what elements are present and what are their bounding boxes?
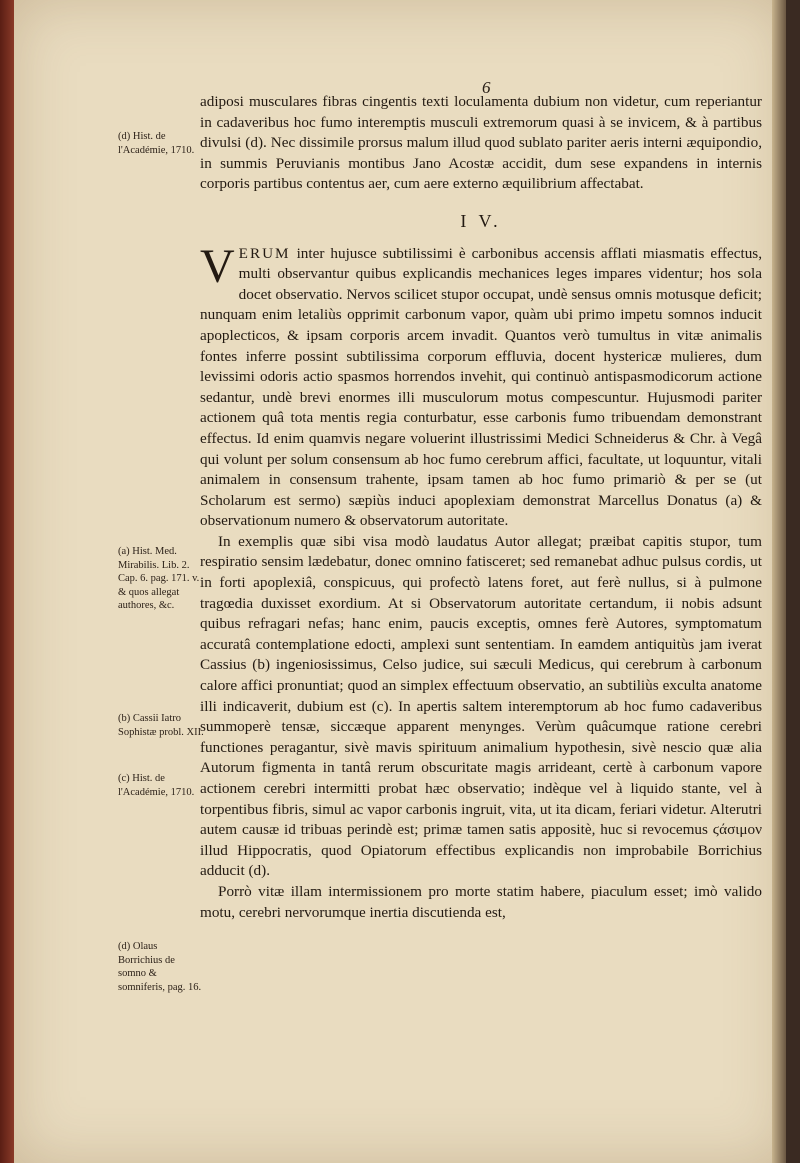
page-number: 6 <box>482 78 491 97</box>
book-spine <box>0 0 14 1163</box>
margin-note-d-2: (d) Olaus Borrichius de somno & somniferis, pag. 16. <box>118 941 202 993</box>
paragraph-opening: adiposi musculares fibras cingentis texti loculamenta dubium non videtur, cum reperiantur in cadaveribus hoc fumo interemptis musculi extremorum quasi à se invicem, & à partibus divulsi (d). Nec dissimile prorsus malum illud quod sublato pariter aeris interni æquipondio, in summis Peruvianis montibus Jano Acostæ accidit, dum sese expandens in internis corporis partibus contentus aer, cum aere externo æquilibrium affectabat. <box>200 93 762 193</box>
main-text <box>200 92 762 923</box>
section-heading: I V. <box>460 210 502 231</box>
paragraph-3: Porrò vitæ illam intermissionem pro morte statim habere, piaculum esset; imò valido motu, cerebri nervorumque inertia discutienda est, <box>200 882 762 921</box>
margin-note-b: (b) Cassii Iatro Sophistæ probl. XII. <box>118 713 204 738</box>
lead-word: ERUM <box>238 244 291 262</box>
paragraph-2: In exemplis quæ sibi visa modò laudatus Autor allegat; præibat capitis stupor, tum respiratio sensim lædebatur, donec omnino fatisceret; sed remanebat adhuc pulsus cordis, ut in forti apoplexiâ, conspicuus, qui profectò latens foret, aut ferè nullus, si à pulmone tragœdia duxisset exordium. At si Observatorum autoritate certandum, ii nobis adsunt quibus refragari nefas; hanc enim, paucis exceptis, omnes ferè Autores, symptomatum accuratâ contemplatione edocti, amplexi sunt sententiam. In eamdem antiquitùs jam iverat Cassius (b) ingeniosissimus, Celso judice, sui sæculi Medicus, qui cerebrum à carbonum calore affici pronuntiat; quod an simplex effectuum observatio, an subtiliùs exculta anatome illi indicaverit, dubium est (c). In apertis saltem interemptorum ab hoc fumo cadaveribus summoperè tensæ, siccæque apparent menynges. Verùm quâcumque ratione cerebri functiones peragantur, sivè mavis spirituum animalium hypothesin, sivè nescio quæ alia Autorum figmenta in tantâ rerum obscuritate magis arrideant, certè à carbonum vapore actionem cerebri intermitti probat hæc observatio; indèque vel à liquido stante, vel à torpentibus fibris, simul ac vapor carbonis ingruit, vita, ut ita dicam, feriari videtur. Alterutri autem causæ id tribuas perindè est; primæ tamen satis appositè, huc si revocemus ϛάσιμον illud Hippocratis, quod Opiatorum effectibus explicandis non improbabile Borrichius adducit (d). <box>200 532 762 880</box>
drop-cap: V <box>200 239 235 293</box>
page-edge <box>772 0 786 1163</box>
margin-note-c: (c) Hist. de l'Académie, 1710. <box>118 773 195 798</box>
paragraph-1 <box>200 239 762 532</box>
margin-note-a: (a) Hist. Med. Mirabilis. Lib. 2. Cap. 6. pag. 171. v. & quos allegat authores, &c. <box>118 546 200 611</box>
paragraph-1-text: inter hujusce subtilissimi è carbonibus accensis afflati miasmatis effectus, multi observantur quibus explicandis mechanices leges impares videntur; hos sola docet observatio. Nervos scilicet stupor occupat, undè sensus omnis motusque deficit; nunquam enim letaliùs opprimit carbonum vapor, quàm ubi primo impetu somnos inducit apoplecticos, & ipsam corporis arcem invadit. Quantos verò tumultus in vitæ animalis fontes inferre possint subtilissima corporum effluvia, docent hystericæ mulieres, dum levissimi odoris actio spasmos horrendos invehit, qui continuò antispasmodicorum actione sedantur, undè brevi enormes illi musculorum motus compescuntur. Hujusmodi pariter actionem quâ tota mentis regia conturbatur, esse carbonis fumo tribuendam demonstrant effectus. Id enim quamvis negare voluerint illustrissimi Medici Schneiderus & Chr. à Vegâ qui volunt per solum consensum ab hoc fumo cerebrum affici, facultate, ut loquuntur, vitali animalem in consensum trahente, ipsam tamen ab hoc fumo primariò & per se (ut Scholarum est sermo) sæpiùs induci apoplexiam demonstrat Marcellus Donatus (a) & observationum numero & observatorum autoritate. <box>200 244 762 530</box>
margin-note-d-1: (d) Hist. de l'Académie, 1710. <box>118 131 195 156</box>
